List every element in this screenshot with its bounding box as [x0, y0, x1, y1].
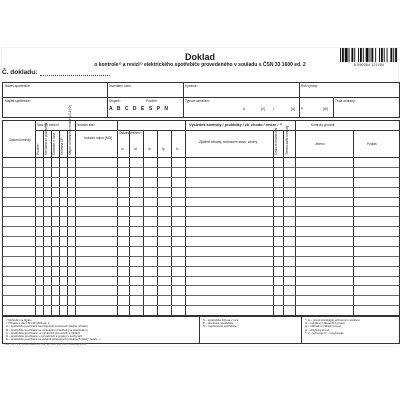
col-inspector-name: Jméno [315, 142, 325, 146]
col-state-2: Chráněn v čase [52, 132, 56, 155]
group-other: Ostatní měření⁴⁾ [119, 131, 143, 135]
page-subtitle: o kontrole¹⁾ a revizi¹⁾ elektrického spotřebiče provedeného v souladu s ČSN 33 1600 ed. 2 [94, 62, 306, 68]
col-other-3: Ip [162, 147, 165, 151]
footnote-line: A – spotřebiče používané ve veřejných prostorech (běžné užívání) [6, 324, 88, 329]
col-other-1: Id [134, 147, 137, 151]
field-in-unit: [A] [291, 107, 295, 111]
field-pn-unit: [W] [323, 107, 328, 111]
col-findings: Zjištěné závady, hodnocení stavu, závěry [199, 140, 258, 144]
field-name-label: Název spotřebiče: [5, 84, 31, 88]
field-class-label: Třída ochrany: [335, 99, 356, 103]
footnote-line: S – spotřebiče držené v ruce [203, 318, 239, 322]
table-row[interactable] [3, 206, 399, 207]
group-state: Stav při měření [37, 123, 59, 127]
col-next-date: Termín další kontroly [285, 125, 289, 155]
footnote-line: ⁴⁾ Iu – proud protékající ochranným vodičem [305, 318, 360, 322]
col-other-0: Iu [121, 147, 124, 151]
table-row[interactable] [3, 197, 399, 198]
field-type-label: Typové označení: [185, 99, 210, 103]
top-fields-box [2, 82, 400, 118]
footnote-line: D – spotřebiče používané v rozvodných a prostor v kuchyních [6, 334, 83, 338]
col-overall: Celkové hodnocení [274, 127, 278, 155]
table-row[interactable] [3, 246, 399, 247]
table-row[interactable] [3, 256, 399, 257]
field-in-label: I [273, 107, 274, 111]
table-row[interactable] [3, 276, 399, 277]
table-rows[interactable] [3, 157, 399, 315]
footnote-line: Id – rozdílový (diferenční) proud [305, 321, 345, 326]
doc-number-field[interactable] [40, 75, 110, 76]
field-degree-label: Stupeň²⁾ [109, 99, 121, 103]
use-letters[interactable]: S P N [149, 106, 170, 112]
barcode-number: 8 590384 121900 [353, 63, 385, 67]
footnotes-box [2, 316, 400, 344]
field-owner-label: Majitel spotřebiče: [5, 99, 31, 103]
field-inventory-label: Inventární číslo: [109, 84, 132, 88]
footnote-line: ⁵⁾ V – vyhovuje N – nevyhovuje [305, 330, 344, 335]
group-result: Výsledek kontroly / prohlídky / zk. chodu / revize / ⁵⁾ [189, 123, 283, 127]
col-insulation: Izolační odpor [MΩ] [84, 136, 112, 140]
table-row[interactable] [3, 295, 399, 296]
footnote-line: Ip – náhradní unikající proud [305, 324, 341, 329]
field-un-label: U [243, 107, 246, 111]
col-date: Datum kontroly [9, 138, 31, 142]
field-un-unit: [V] [261, 107, 265, 111]
footnote-line: B – spotřebiče používané ve venkovním prostředí (ne stacionární) [6, 327, 88, 332]
table-row[interactable] [3, 216, 399, 217]
footnote-line: ²⁾ Označení dle ČSN 33 1600 ed. 2 [6, 321, 50, 326]
doc-number-label: Č. dokladu: [2, 69, 38, 76]
table-row[interactable] [3, 167, 399, 168]
group-inspector: Kontrolu provedl: [311, 123, 336, 127]
footnote-line: E – spotřebiče používané ve veřejně přístupných prostorech (školy, hotely...) [6, 337, 101, 342]
col-other-2: Iu [148, 147, 151, 151]
footnote-line: ¹⁾ Nehodící se škrtne. [6, 318, 33, 322]
field-use-label: Použití³⁾ [146, 99, 158, 103]
print-info: Tisk: OPTYS, DUHA ŘEPORYJE, tel. 000 000 000 • www.optys.cz [4, 342, 87, 346]
degree-letters[interactable]: A B C D E [109, 106, 146, 112]
footnote-line: C – spotřebiče používané ve výrobních provozech a dílnách [6, 330, 81, 335]
field-pn-label: P [301, 107, 304, 111]
field-year-label: Rok výroby: [301, 84, 318, 88]
col-state-3: Ochrana ÚP [60, 137, 64, 155]
table-row[interactable] [3, 305, 399, 306]
table-row[interactable] [3, 187, 399, 188]
footnote-line: N – nepřenosné spotřebiče [203, 324, 237, 329]
col-state-0: Použití³⁾ [36, 143, 40, 155]
footnote-line: Ic – dotykový proud [305, 327, 330, 332]
col-state-1: Mechanické poškození [44, 122, 48, 155]
footnote-line: P – přenosné spotřebiče [203, 321, 234, 326]
col-other-4: Ic [176, 147, 179, 151]
col-inspector-sign: Podpis [367, 142, 377, 146]
field-manufacturer-label: Výrobce: [185, 84, 198, 88]
table-row[interactable] [3, 226, 399, 227]
table-row[interactable] [3, 236, 399, 237]
table-row[interactable] [3, 266, 399, 267]
page-title: Doklad [184, 52, 215, 62]
table-row[interactable] [3, 285, 399, 286]
col-state-4: Odpor ochranného vodiče ≤ 0,1 [Ω] [68, 105, 72, 155]
table-row[interactable] [3, 177, 399, 178]
group-insulation: Izolační stav [77, 123, 95, 127]
